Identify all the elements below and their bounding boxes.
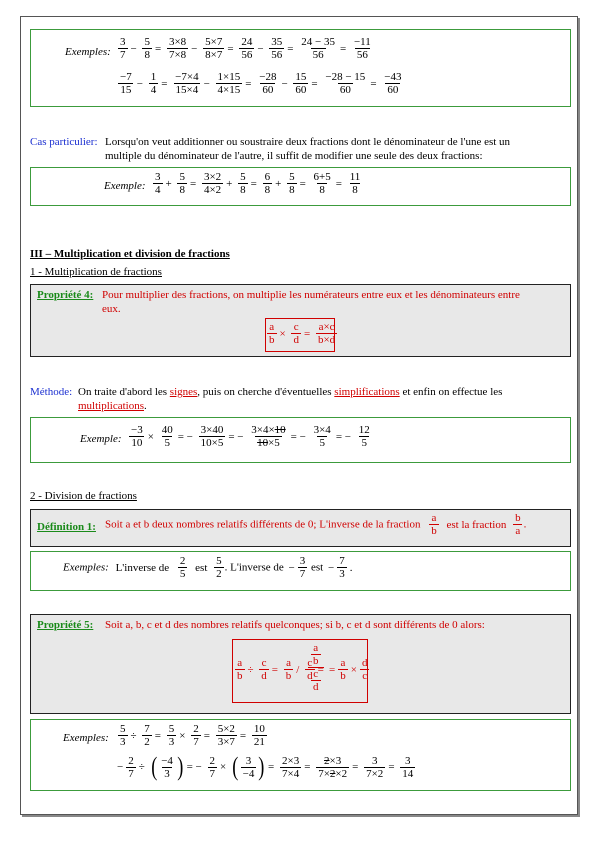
propriete-4-formula: $\frac{a}{b}$ × $\frac{c}{d}$ = $\frac{a\times c}{b\times d}$ xyxy=(265,318,335,352)
propriete-4-label: Propriété 4: xyxy=(37,289,94,301)
definition-1-label: Définition 1: xyxy=(37,521,96,533)
examples-box-4 xyxy=(30,551,571,591)
example-box-3 xyxy=(30,417,571,463)
propriete-5-formula: $\frac{a}{b}$ ÷ $\frac{c}{d}$ = $\frac{a}{b}$ / $\frac{c}{d}$ = $\frac{\frac{a}{b}}{\frac{c}{d}}$ = $\frac{a}{b}$ × $\frac{d}{c}$ xyxy=(232,639,368,703)
examples-box-5 xyxy=(30,719,571,791)
example-box-2 xyxy=(30,167,571,206)
subsection-multiplication: 1 - Multiplication de fractions xyxy=(30,266,162,278)
subsection-division: 2 - Division de fractions xyxy=(30,490,137,502)
propriete-4-box xyxy=(30,284,571,357)
examples-line: Exemples: L'inverse de $\frac{2}{5}$ est $\frac{5}{2}$ . L'inverse de − $\frac{3}{7}$ est − $\frac{7}{3}$ . xyxy=(63,555,353,580)
signes-link: signes xyxy=(169,386,198,398)
examples-label: Exemples: xyxy=(63,732,109,744)
definition-1-text: Soit a et b deux nombres relatifs différents de 0; L'inverse de la fraction $\frac{a}{b}$ est la fraction $\frac{b}{a}$ . xyxy=(105,512,527,537)
propriete-4-text-1: Pour multiplier des fractions, on multiplie les numérateurs entre eux et les dénominateurs entre xyxy=(102,289,520,301)
methode-text-1: On traite d'abord les signes, puis on cherche d'éventuelles simplifications et enfin on effectue les xyxy=(78,386,503,398)
examples-line-2: − $\frac{2}{7}$ ÷ ( $\frac{-4}{3}$ ) = − $\frac{2}{7}$ × ( $\frac{3}{-4}$ ) = $\frac{2\times 3}{7\times 4}$ = $\frac{2\times 3}{7\times 2\times 2}$ = $\frac{3}{7\times 2}$ = $\frac{3}{14}$ xyxy=(117,752,414,781)
example-line: $\frac{-3}{10}$ × $\frac{40}{5}$ = − $\frac{3\times 40}{10\times 5}$ = − $\frac{3\times 4\times 10}{10\times 5}$ = − $\frac{3\times 4}{5}$ = − $\frac{12}{5}$ xyxy=(131,424,370,449)
example-line: $\frac{3}{4}$ + $\frac{5}{8}$ = $\frac{3\times 2}{4\times 2}$ + $\frac{5}{8}$ = $\frac{6}{8}$ + $\frac{5}{8}$ = $\frac{6+5}{8}$ = $\frac{11}{8}$ xyxy=(155,171,361,196)
example-label: Exemple: xyxy=(80,433,122,445)
propriete-5-box xyxy=(30,614,571,714)
examples-label: Exemples: xyxy=(65,46,111,58)
cas-particulier-text-2: multiple du dénominateur de l'autre, il suffit de modifier une seule des deux fractions: xyxy=(105,150,483,162)
methode-label: Méthode: xyxy=(30,386,73,398)
example-label: Exemple: xyxy=(104,180,146,192)
cas-particulier-text-1: Lorsqu'on veut additionner ou soustraire deux fractions dont le dénominateur de l'une est un xyxy=(105,136,511,148)
examples-line-2: $\frac{-7}{15}$ − $\frac{1}{4}$ = $\frac{-7\times 4}{15\times 4}$ − $\frac{1\times 15}{4\times 15}$ = $\frac{-28}{60}$ − $\frac{15}{60}$ = $\frac{-28 - 15}{60}$ = $\frac{-43}{60}$ xyxy=(120,71,402,96)
methode-text-2: multiplications. xyxy=(78,400,147,412)
examples-box-1 xyxy=(30,29,571,107)
multiplications-link: multiplications xyxy=(78,400,144,412)
section-title: III – Multiplication et division de fractions xyxy=(30,248,230,260)
examples-line-1: $\frac{5}{3}$ ÷ $\frac{7}{2}$ = $\frac{5}{3}$ × $\frac{2}{7}$ = $\frac{5\times 2}{3\times 7}$ = $\frac{10}{21}$ xyxy=(120,723,265,748)
definition-1-box xyxy=(30,509,571,547)
propriete-5-label: Propriété 5: xyxy=(37,619,94,631)
examples-line-1: $\frac{3}{7}$ − $\frac{5}{8}$ = $\frac{3\times 8}{7\times 8}$ − $\frac{5\times 7}{8\times 7}$ = $\frac{24}{56}$ − $\frac{35}{56}$ = $\frac{24 - 35}{56}$ = $\frac{-11}{56}$ xyxy=(120,36,371,61)
propriete-4-text-2: eux. xyxy=(102,303,121,315)
simplifications-link: simplifications xyxy=(334,386,400,398)
cas-particulier-label: Cas particulier: xyxy=(30,136,98,148)
propriete-5-text: Soit a, b, c et d des nombres relatifs quelconques; si b, c et d sont différents de 0 alors: xyxy=(105,619,485,631)
